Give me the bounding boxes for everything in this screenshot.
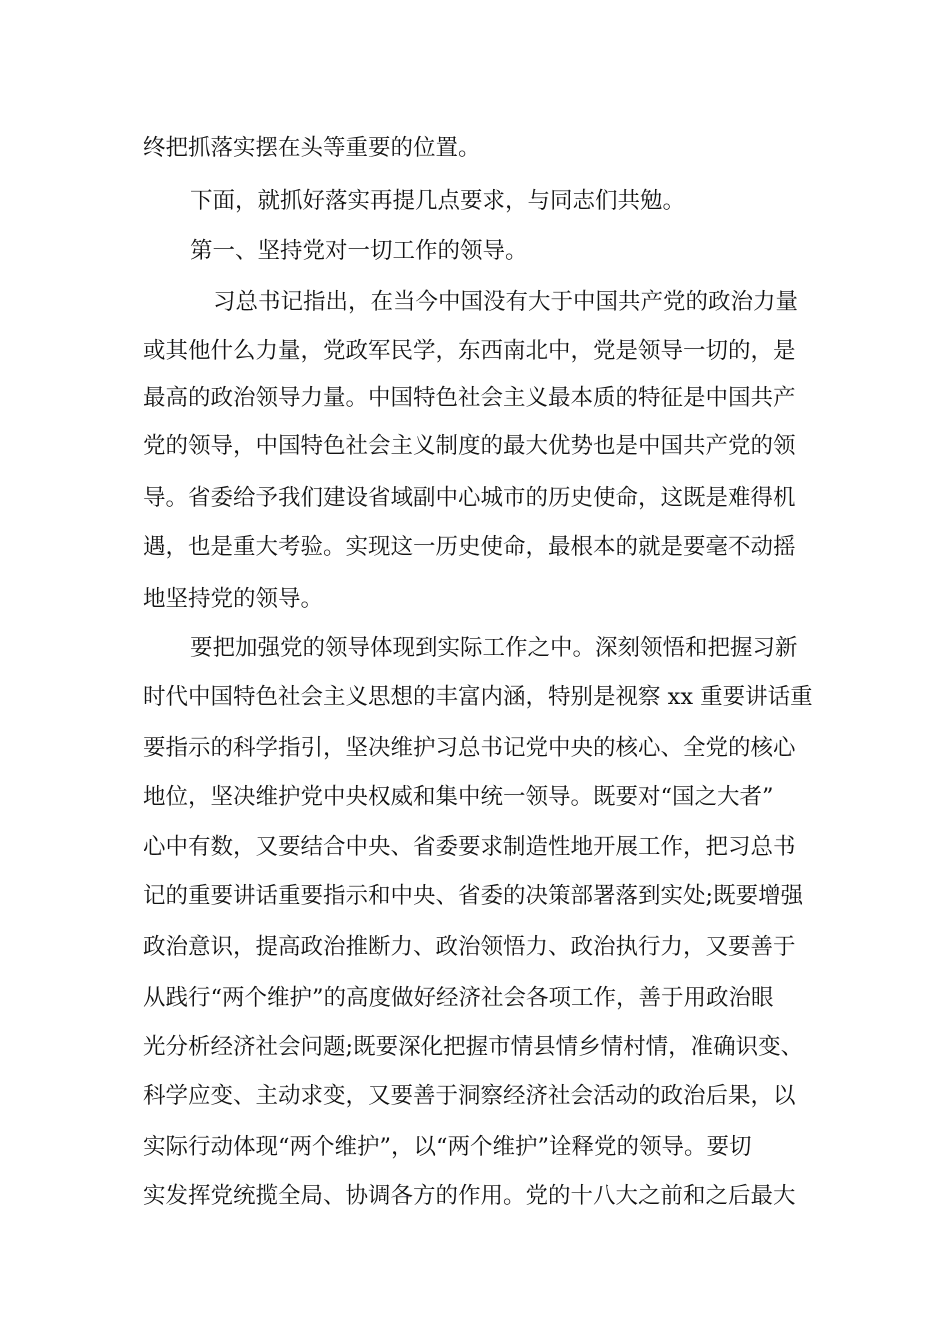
- text-line: 导。省委给予我们建设省域副中心城市的历史使命，这既是难得机: [143, 485, 796, 511]
- text-line: 或其他什么力量，党政军民学，东西南北中，党是领导一切的，是: [143, 338, 796, 364]
- text-line: 地坚持党的领导。: [143, 586, 324, 612]
- text-line: 终把抓落实摆在头等重要的位置。: [143, 135, 481, 161]
- text-line: 地位，坚决维护党中央权威和集中统一领导。既要对“国之大者”: [143, 784, 774, 810]
- text-line: 心中有数，又要结合中央、省委要求制造性地开展工作，把习总书: [143, 834, 796, 860]
- text-line: 实际行动体现“两个维护”，以“两个维护”诠释党的领导。要切: [143, 1134, 752, 1160]
- text-line: 下面，就抓好落实再提几点要求，与同志们共勉。: [190, 188, 686, 214]
- text-line: 遇，也是重大考验。实现这一历史使命，最根本的就是要毫不动摇: [143, 534, 796, 560]
- text-line: 记的重要讲话重要指示和中央、省委的决策部署落到实处;既要增强: [143, 883, 804, 909]
- text-line: 政治意识，提高政治推断力、政治领悟力、政治执行力，又要善于: [143, 934, 796, 960]
- text-line: 科学应变、主动求变，又要善于洞察经济社会活动的政治后果，以: [143, 1083, 796, 1109]
- text-line: 党的领导，中国特色社会主义制度的最大优势也是中国共产党的领: [143, 433, 796, 459]
- text-line: 要指示的科学指引，坚决维护习总书记党中央的核心、全党的核心: [143, 735, 796, 761]
- text-line: 从践行“两个维护”的高度做好经济社会各项工作，善于用政治眼: [143, 985, 774, 1011]
- text-line: 要把加强党的领导体现到实际工作之中。深刻领悟和把握习新: [190, 635, 798, 661]
- text-line: 光分析经济社会问题;既要深化把握市情县情乡情村情，准确识变、: [143, 1034, 804, 1060]
- text-line: 最高的政治领导力量。中国特色社会主义最本质的特征是中国共产: [143, 385, 796, 411]
- text-line: 习总书记指出，在当今中国没有大于中国共产党的政治力量: [213, 289, 799, 315]
- text-line: 第一、坚持党对一切工作的领导。: [190, 238, 528, 264]
- text-line: 实发挥党统揽全局、协调各方的作用。党的十八大之前和之后最大: [143, 1183, 796, 1209]
- text-line: 时代中国特色社会主义思想的丰富内涵，特别是视察 xx 重要讲话重: [143, 684, 813, 710]
